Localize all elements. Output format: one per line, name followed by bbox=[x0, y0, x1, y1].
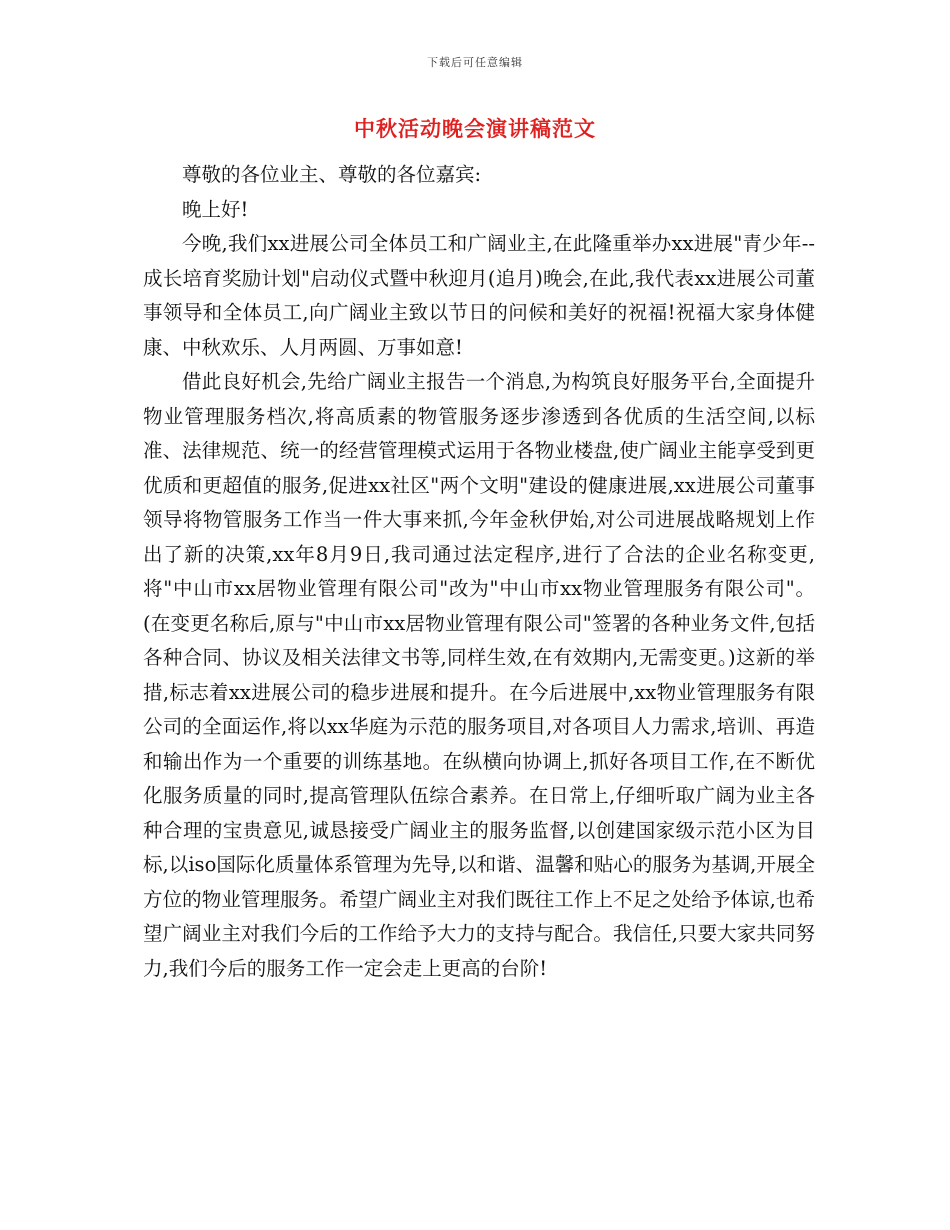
document-body bbox=[143, 158, 815, 986]
main-paragraph: 借此良好机会,先给广阔业主报告一个消息,为构筑良好服务平台,全面提升物业管理服务档次,将高质素的物管服务逐步渗透到各优质的生活空间,以标准、法律规范、统一的经营管理模式运用于各物业楼盘,使广阔业主能享受到更优质和更超值的服务,促进xx社区"两个文明"建设的健康进展,xx进展公司董事领导将物管服务工作当一件大事来抓,今年金秋伊始,对公司进展战略规划上作出了新的决策,xx年8月9日,我司通过法定程序,进行了合法的企业名称变更,将"中山市xx居物业管理有限公司"改为"中山市xx物业管理服务有限公司"。(在变更名称后,原与"中山市xx居物业管理有限公司"签署的各种业务文件,包括各种合同、协议及相关法律文书等,同样生效,在有效期内,无需变更。)这新的举措,标志着xx进展公司的稳步进展和提升。在今后进展中,xx物业管理服务有限公司的全面运作,将以xx华庭为示范的服务项目,对各项目人力需求,培训、再造和输出作为一个重要的训练基地。在纵横向协调上,抓好各项目工作,在不断优化服务质量的同时,提高管理队伍综合素养。在日常上,仔细听取广阔为业主各种合理的宝贵意见,诚恳接受广阔业主的服务监督,以创建国家级示范小区为目标,以iso国际化质量体系管理为先导,以和谐、温馨和贴心的服务为基调,开展全方位的物业管理服务。希望广阔业主对我们既往工作上不足之处给予体谅,也希望广阔业主对我们今后的工作给予大力的支持与配合。我信任,只要大家共同努力,我们今后的服务工作一定会走上更高的台阶! bbox=[143, 370, 815, 980]
salutation-paragraph: 尊敬的各位业主、尊敬的各位嘉宾: bbox=[182, 163, 482, 186]
intro-paragraph: 今晚,我们xx进展公司全体员工和广阔业主,在此隆重举办xx进展"青少年--成长培育奖励计划"启动仪式暨中秋迎月(追月)晚会,在此,我代表xx进展公司董事领导和全体员工,向广阔业主致以节日的问候和美好的祝福!祝福大家身体健康、中秋欢乐、人月两圆、万事如意! bbox=[143, 232, 815, 359]
document-title: 中秋活动晚会演讲稿范文 bbox=[354, 116, 596, 141]
header-note: 下载后可任意编辑 bbox=[427, 56, 523, 69]
greeting-paragraph: 晚上好! bbox=[182, 197, 249, 221]
